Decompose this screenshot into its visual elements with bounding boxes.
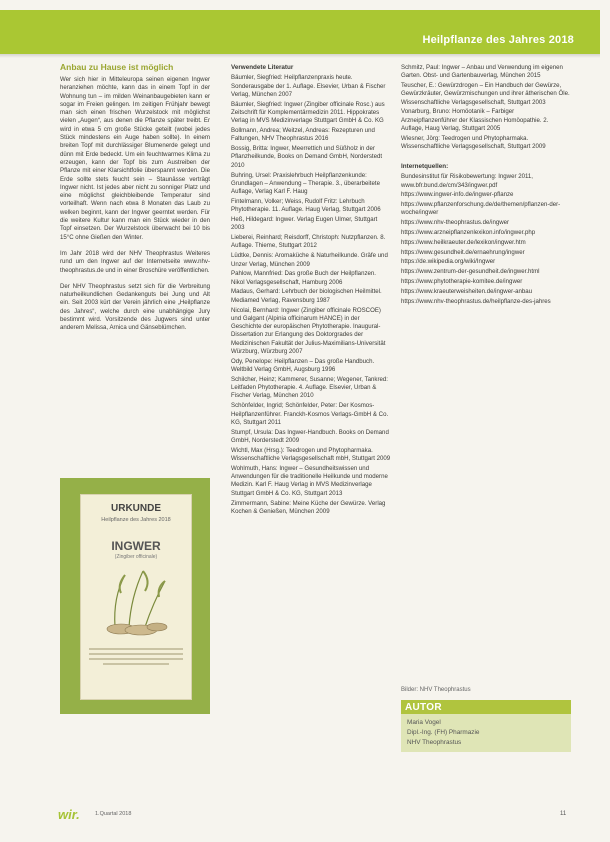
literature-entry: Teuscher, E.: Gewürzdrogen – Ein Handbuch der Gewürze, Gewürzkräuter, Gewürzmischungen und ihrer ätherischen Öle. Wissenschaftliche Verlagsgesellschaft, Stuttgart 2003 [401, 82, 570, 106]
internet-source-entry: https://www.kraeuterweisheiten.de/ingwer-anbau [401, 287, 533, 295]
certificate-title: URKUNDE [111, 503, 161, 514]
literature-entry: Wiesner, Jörg: Teedrogen und Phytopharmaka. Wissenschaftliche Verlagsgesellschaft, Stuttgart 2009 [401, 134, 546, 151]
internet-source-entry: https://www.zentrum-der-gesundheit.de/ingwer.html [401, 268, 540, 276]
literature-entry: Buhring, Ursel: Praxislehrbuch Heilpflanzenkunde: Grundlagen – Anwendung – Therapie. 3., überarbeitete Auflage, Verlag Karl F. Haug [231, 171, 380, 196]
ginger-illustration [95, 567, 177, 637]
certificate-latin-name: (Zingiber officinale) [114, 554, 158, 560]
internet-source-entry: https://www.heilkraeuter.de/lexikon/ingwer.htm [401, 238, 526, 246]
internet-source-entry: https://www.gesundheit.de/ernaehrung/ingwer [401, 248, 525, 256]
literature-entry: Wichtl, Max (Hrsg.): Teedrogen und Phytopharmaka. Wissenschaftliche Verlagsgesellschaft mbH, Stuttgart 2009 [231, 446, 391, 463]
header-band [0, 10, 600, 54]
literature-entry: Lüdtke, Dennis: Aromaküche & Naturheilkunde. Gräfe und Unzer Verlag, München 2009 [231, 252, 388, 268]
literature-entry: Zimmermann, Sabine: Meine Küche der Gewürze. Verlag Kochen & Genießen, München 2009 [231, 499, 386, 515]
magazine-logo: wir. [58, 807, 80, 822]
literature-entry: Fintelmann, Volker; Weiss, Rudolf Fritz: Lehrbuch Phytotherapie. 11. Auflage. Haug Verlag, Stuttgart 2006 [231, 197, 381, 214]
literature-entry: Madaus, Gerhard: Lehrbuch der biologischen Heilmittel. Mediamed Verlag, Ravensburg 1987 [231, 288, 382, 304]
internet-source-entry: https://www.nhv-theophrastus.de/heilpflanze-des-jahres [401, 297, 551, 305]
literature-entry: Bossig, Britta: Ingwer, Meerrettich und Süßholz in der Pflanzheilkunde, Books on Demand GmbH, Norderstedt 2010 [231, 145, 383, 169]
literature-entry: Schönfelder, Ingrid; Schönfelder, Peter: Der Kosmos-Heilpflanzenführer. Franckh-Kosmos Verlags-GmbH & Co. KG, Stuttgart 2011 [231, 402, 389, 426]
photo-credit: Bilder: NHV Theophrastus [401, 687, 471, 693]
literature-entry: Bäumler, Siegfried: Ingwer (Zingiber officinale Rosc.) aus Zeitschrift für Komplementärmedizin 2011. Hippokrates Verlag in MVS Medizinverlage Stuttgart GmbH & Co. KG [231, 100, 385, 125]
literature-entry: Bollmann, Andrea; Weitzel, Andreas: Rezepturen und Faltungen, NHV Theophrastus 2016 [231, 127, 375, 143]
certificate-image [60, 478, 210, 714]
article-title: Anbau zu Hause ist möglich [60, 62, 174, 72]
literature-entry: Heß, Hildegard: Ingwer. Verlag Eugen Ulmer, Stuttgart 2003 [231, 216, 378, 232]
author-name: Maria Vogel [407, 719, 441, 726]
literature-entry: Pahlow, Mannfried: Das große Buch der Heilpflanzen. Nikol Verlagsgesellschaft, Hamburg 2006 [231, 270, 376, 286]
literature-entry: Schilcher, Heinz; Kammerer, Susanne; Wegener, Tankred: Leitfaden Phytotherapie. 4. Auflage. Elsevier, Urban & Fischer Verlag, München 2010 [231, 375, 388, 400]
literature-entry: Nicolai, Bernhard: Ingwer (Zingiber officinale ROSCOE) und Galgant (Alpinia officinarum HANCE) in der Geschichte der europäischen Phytotherapie. Inaugural-Dissertation zur Erlangung des Doktorgrades der Medizinischen Fakultät der Julius-Maximilians-Universität Würzburg, Würzburg 2007 [231, 306, 386, 355]
literature-entry: Bäumler, Siegfried: Heilpflanzenpraxis heute. Sonderausgabe der 1. Auflage. Elsevier, Urban & Fischer Verlag, München 2007 [231, 74, 386, 98]
internet-source-entry: https://www.ingwer-info.de/ingwer-pflanze [401, 191, 514, 199]
article-column [60, 62, 210, 341]
literature-entry: Ody, Penelope: Heilpflanzen – Das große Handbuch. Weltbild Verlag GmbH, Augsburg 1996 [231, 357, 375, 374]
literature-list [231, 74, 391, 516]
certificate-subtitle: Heilpflanze des Jahres 2018 [101, 517, 171, 523]
literature-entry: Lieberei, Reinhard; Reisdorff, Christoph: Nutzpflanzen. 8. Auflage. Thieme, Stuttgart 2012 [231, 234, 386, 250]
literature-entry: Vonarburg, Bruno: Homöotanik – Farbiger Arzneipflanzenführer der Klassischen Homöopathie. 2. Auflage, Haug Verlag, Stuttgart 2005 [401, 108, 549, 133]
article-paragraph: Der NHV Theophrastus setzt sich für die Verbreitung naturheilkundlichen Gedankenguts bei Jung und Alt ein. Seit 2003 kürt der Verein jährlich eine „Heilpflanze des Jahres“, welche durch eine unabhängige Jury bestimmt wird. Vorsitzende des Jugwers sind unter anderem Melissa, Arnica und Gänseblümchen. [60, 282, 210, 332]
references-column [401, 64, 571, 307]
internet-sources-heading: Internetquellen: [401, 162, 449, 170]
author-title: Dipl.-Ing. (FH) Pharmazie [407, 729, 480, 736]
internet-source-entry: https://www.arzneipflanzenlexikon.info/ingwer.php [401, 229, 536, 237]
internet-source-entry: Bundesinstitut für Risikobewertung: Ingwer 2011, www.bfr.bund.de/cm/343/ingwer.pdf [401, 173, 533, 189]
literature-entry: Schmitz, Paul: Ingwer – Anbau und Verwendung im eigenen Garten. Obst- und Gartenbauverlag, München 2015 [401, 64, 563, 80]
literature-column [231, 64, 391, 518]
certificate-plant-name: INGWER [111, 539, 161, 553]
section-header-title: Heilpflanze des Jahres 2018 [422, 34, 574, 46]
internet-source-entry: https://www.nhv-theophrastus.de/ingwer [401, 219, 510, 227]
literature-heading: Verwendete Literatur [231, 64, 294, 71]
certificate-paper [80, 494, 192, 700]
author-organization: NHV Theophrastus [407, 739, 462, 746]
literature-entry: Stumpf, Ursula: Das Ingwer-Handbuch. Books on Demand GmbH, Norderstedt 2009 [231, 428, 389, 444]
internet-sources-list [401, 173, 571, 306]
page-number: 11 [560, 811, 567, 817]
internet-source-entry: https://de.wikipedia.org/wiki/Ingwer [401, 258, 496, 266]
article-paragraph: Im Jahr 2018 wird der NHV Theophrastus Weiteres rund um den Ingwer auf der Internetseite www.nhv-theophrastus.de und in einer Broschüre veröffentlichen. [60, 249, 210, 274]
header-shadow [0, 54, 600, 58]
author-label: AUTOR [405, 702, 442, 713]
issue-label: 1.Quartal 2018 [95, 811, 132, 817]
literature-entry: Wohlmuth, Hans: Ingwer – Gesundheitswissen und Anwendungen für die traditionelle Heilkunde und moderne Medizin. Karl F. Haug Verlag in MVS Medizinverlage Stuttgart GmbH & Co. KG, Stuttgart 2013 [231, 464, 388, 497]
internet-source-entry: https://www.phytotherapie-komitee.de/ingwer [401, 278, 523, 286]
literature-list-continued [401, 64, 571, 151]
internet-source-entry: https://www.pflanzenforschung.de/de/themen/pflanzen-der-woche/ingwer [401, 201, 561, 217]
certificate-body-text [89, 645, 183, 685]
article-paragraph: Wer sich hier in Mitteleuropa seinen eigenen Ingwer heranziehen möchte, kann das in einem Topf in der Wohnung tun – im milden Weinanbaugebieten kann er sogar im Freien gelingen. Im zeitigen Frühjahr bewegt man sich einen frischen Wurzelstock mit möglichst vielen „Augen“, aus denen die Pflanze später treibt. Er wird in etwa 5 cm große Stücke geteilt (wobei jedes Stück mindestens ein Auge haben sollte). In einem breiten Topf mit durchlässiger Blumenerde gelegt und dünn mit Erde bedeckt. Um ein feuchtwarmes Klima zu erzeugen, kann der Topf bis zum Austreiben der Pflanze mit einer Klarsichtfolie überspannt werden. Die Erde sollte stets feucht sein – Staunässe verträgt Ingwer nicht. Ist jedes aber nicht zu sonniger Platz und eine möglichst gleichbleibende Temperatur sind vorteilhaft. Wenn nach etwa 8 Monaten das Laub zu welken beginnt, kann der Ingwer geerntet werden. Für die weitere Kultur kann man ein Stück wieder in den Topf einsetzen. Der Wurzelstock überwacht bei 10 bis 15°C ohne Gießen den Winter. [60, 76, 210, 241]
